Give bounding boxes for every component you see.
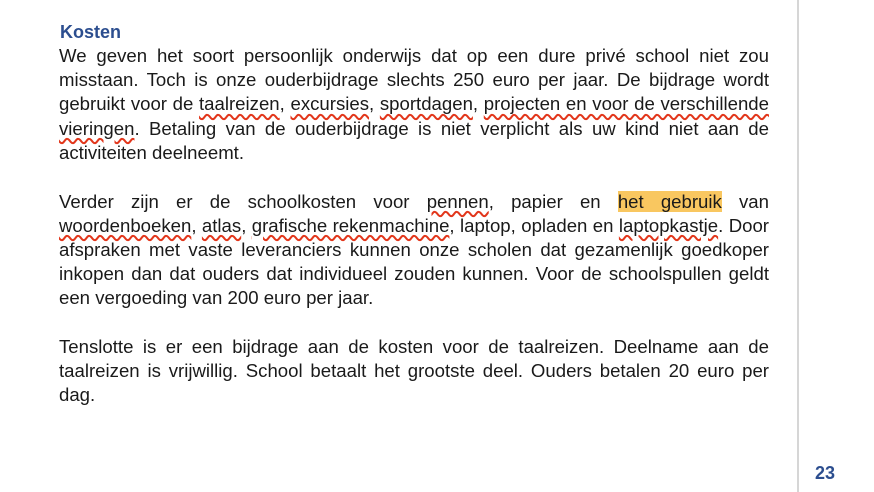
text-run: , (241, 214, 252, 236)
text-run: , laptop, opladen en (449, 214, 619, 236)
text-run: Verder zijn er de schoolkosten voor (59, 190, 427, 212)
paragraph-3[interactable] (59, 335, 769, 408)
page-number: 23 (814, 463, 836, 483)
text-run: , (191, 214, 202, 236)
highlighted-text: het gebruik (617, 190, 722, 212)
spellcheck-flagged-text: grafische rekenmachine (251, 214, 450, 236)
text-run: , (279, 93, 291, 115)
text-run: . Betaling van de ouderbijdrage is niet verplicht als uw kind niet aan de activiteiten deelneemt. (59, 117, 769, 163)
text-run: We geven het soort persoonlijk onderwijs dat op een dure privé school niet zou misstaan. Toch is onze ouderbijdrage slechts 250 euro per jaar. De bijdrage wordt gebruikt voor de (59, 45, 769, 115)
paragraph-2[interactable] (59, 190, 769, 311)
spellcheck-flagged-text: projecten en voor de verschillende vieringen (59, 93, 769, 139)
text-run: , (472, 93, 484, 115)
right-margin-rule (797, 0, 799, 492)
text-run: , papier en (488, 190, 618, 212)
spellcheck-flagged-text: woordenboeken (59, 214, 192, 236)
text-run: . Door afspraken met vaste leveranciers kunnen onze scholen dat gezamenlijk goedkoper inkopen dan dat ouders dat individueel zouden kunnen. Voor de schoolspullen geldt een vergoeding van 200 euro per jaar. (59, 214, 769, 309)
section-heading: Kosten (60, 22, 122, 42)
spellcheck-flagged-text: taalreizen (199, 93, 280, 115)
spellcheck-flagged-text: laptopkastje (618, 214, 719, 236)
text-area[interactable] (59, 20, 769, 408)
spellcheck-flagged-text: pennen (426, 190, 489, 212)
spellcheck-flagged-text: atlas (201, 214, 242, 236)
text-run: van (721, 190, 769, 212)
text-run: Tenslotte is er een bijdrage aan de kosten voor de taalreizen. Deelname aan de taalreizen is vrijwillig. School betaalt het grootste deel. Ouders betalen 20 euro per dag. (59, 336, 769, 406)
text-run: , (369, 93, 380, 115)
spellcheck-flagged-text: excursies (290, 93, 370, 115)
spellcheck-flagged-text: sportdagen (379, 93, 473, 115)
paragraph-1[interactable] (59, 44, 769, 165)
